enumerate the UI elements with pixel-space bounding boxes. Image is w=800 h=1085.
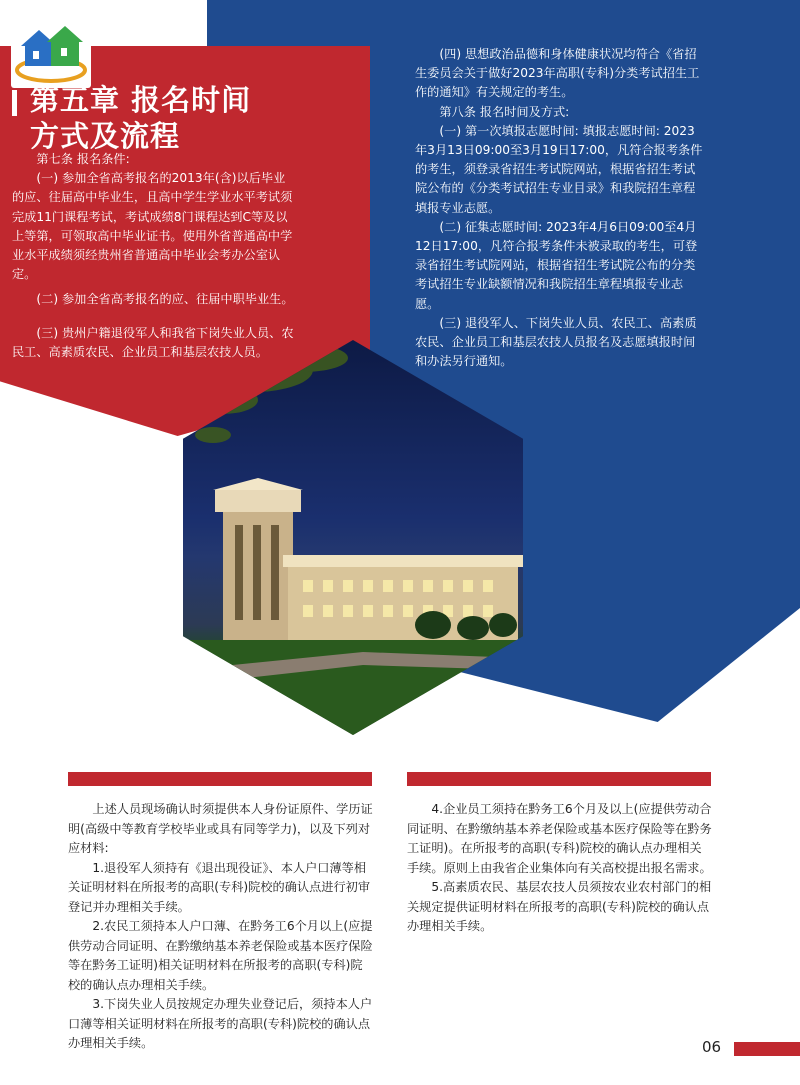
page-number: 06 bbox=[702, 1038, 722, 1056]
bottom-right-text bbox=[407, 800, 712, 937]
chapter-title-line1: 第五章 报名时间 bbox=[30, 83, 252, 117]
materials-item-1: 1.退役军人须持有《退出现役证》、本人户口薄等相关证明材料在所报考的高职(专科)院校的确认点进行初审登记并办理相关手续。 bbox=[68, 860, 371, 914]
title-accent-bar bbox=[12, 90, 17, 116]
article-7-heading: 第七条 报名条件: bbox=[36, 152, 130, 166]
materials-item-4: 4.企业员工须持在黔务工6个月及以上(应提供劳动合同证明、在黔缴纳基本养老保险或基本医疗保险等在黔务工证明)。在所报考的高职(专科)院校的确认点办理相关手续。原则上由我省企业集体向有关高校提出报名需求。 bbox=[407, 802, 712, 875]
article-8-item-1: (一) 第一次填报志愿时间: 填报志愿时间: 2023年3月13日09:00至3月19日17:00，凡符合报考条件的考生，须登录省招生考试院网站，根据省招生考试院公布的《分类考试招生专业目录》和我院招生章程填报专业志愿。 bbox=[415, 123, 703, 215]
materials-intro: 上述人员现场确认时须提供本人身份证原件、学历证明(高级中等教育学校毕业或具有同等学力)，以及下列对应材料: bbox=[68, 802, 373, 855]
materials-item-5: 5.高素质农民、基层农技人员须按农业农村部门的相关规定提供证明材料在所报考的高职(专科)院校的确认点办理相关手续。 bbox=[407, 880, 712, 933]
house-logo-icon bbox=[11, 18, 91, 88]
section-rule-left bbox=[68, 772, 372, 786]
article-7-item-1: (一) 参加全省高考报名的2013年(含)以后毕业的应、往届高中毕业生，且高中学生学业水平考试须完成11门课程考试，考试成绩8门课程达到C等及以上等第，可领取高中毕业证书。使用外省普通高中学业水平成绩须经贵州省普通高中毕业会考办公室认定。 bbox=[12, 171, 293, 282]
right-column-text bbox=[415, 45, 705, 371]
article-7-item-4: (四) 思想政治品德和身体健康状况均符合《省招生委员会关于做好2023年高职(专科)分类考试招生工作的通知》有关规定的考生。 bbox=[415, 47, 700, 100]
page-number-bar bbox=[734, 1042, 800, 1056]
materials-item-2: 2.农民工须持本人户口薄、在黔务工6个月以上(应提供劳动合同证明、在黔缴纳基本养老保险或基本医疗保险等在黔务工证明)相关证明材料在所报考的高职(专科)院校的确认点办理相关手续。 bbox=[68, 919, 373, 992]
section-rule-right bbox=[407, 772, 711, 786]
chapter-title-line2: 方式及流程 bbox=[30, 119, 181, 153]
article-8-item-3: (三) 退役军人、下岗失业人员、农民工、高素质农民、企业员工和基层农技人员报名及志愿填报时间和办法另行通知。 bbox=[415, 315, 697, 369]
materials-item-3: 3.下岗失业人员按规定办理失业登记后，须持本人户口薄等相关证明材料在所报考的高职(专科)院校的确认点办理相关手续。 bbox=[68, 997, 373, 1050]
chapter-title bbox=[30, 82, 251, 154]
left-column-text bbox=[12, 150, 297, 362]
logo bbox=[11, 18, 91, 88]
bottom-left-text bbox=[68, 800, 373, 1054]
article-8-item-2: (二) 征集志愿时间: 2023年4月6日09:00至4月12日17:00，凡符合报考条件未被录取的考生，可登录省招生考试院网站，根据省招生考试院公布的分类考试招生专业缺额情况和我院招生章程填报专业志愿。 bbox=[415, 219, 698, 311]
article-7-item-2: (二) 参加全省高考报名的应、往届中职毕业生。 bbox=[36, 292, 294, 307]
article-7-item-3: (三) 贵州户籍退役军人和我省下岗失业人员、农民工、高素质农民、企业员工和基层农技人员。 bbox=[12, 325, 294, 359]
article-8-heading: 第八条 报名时间及方式: bbox=[439, 104, 570, 119]
